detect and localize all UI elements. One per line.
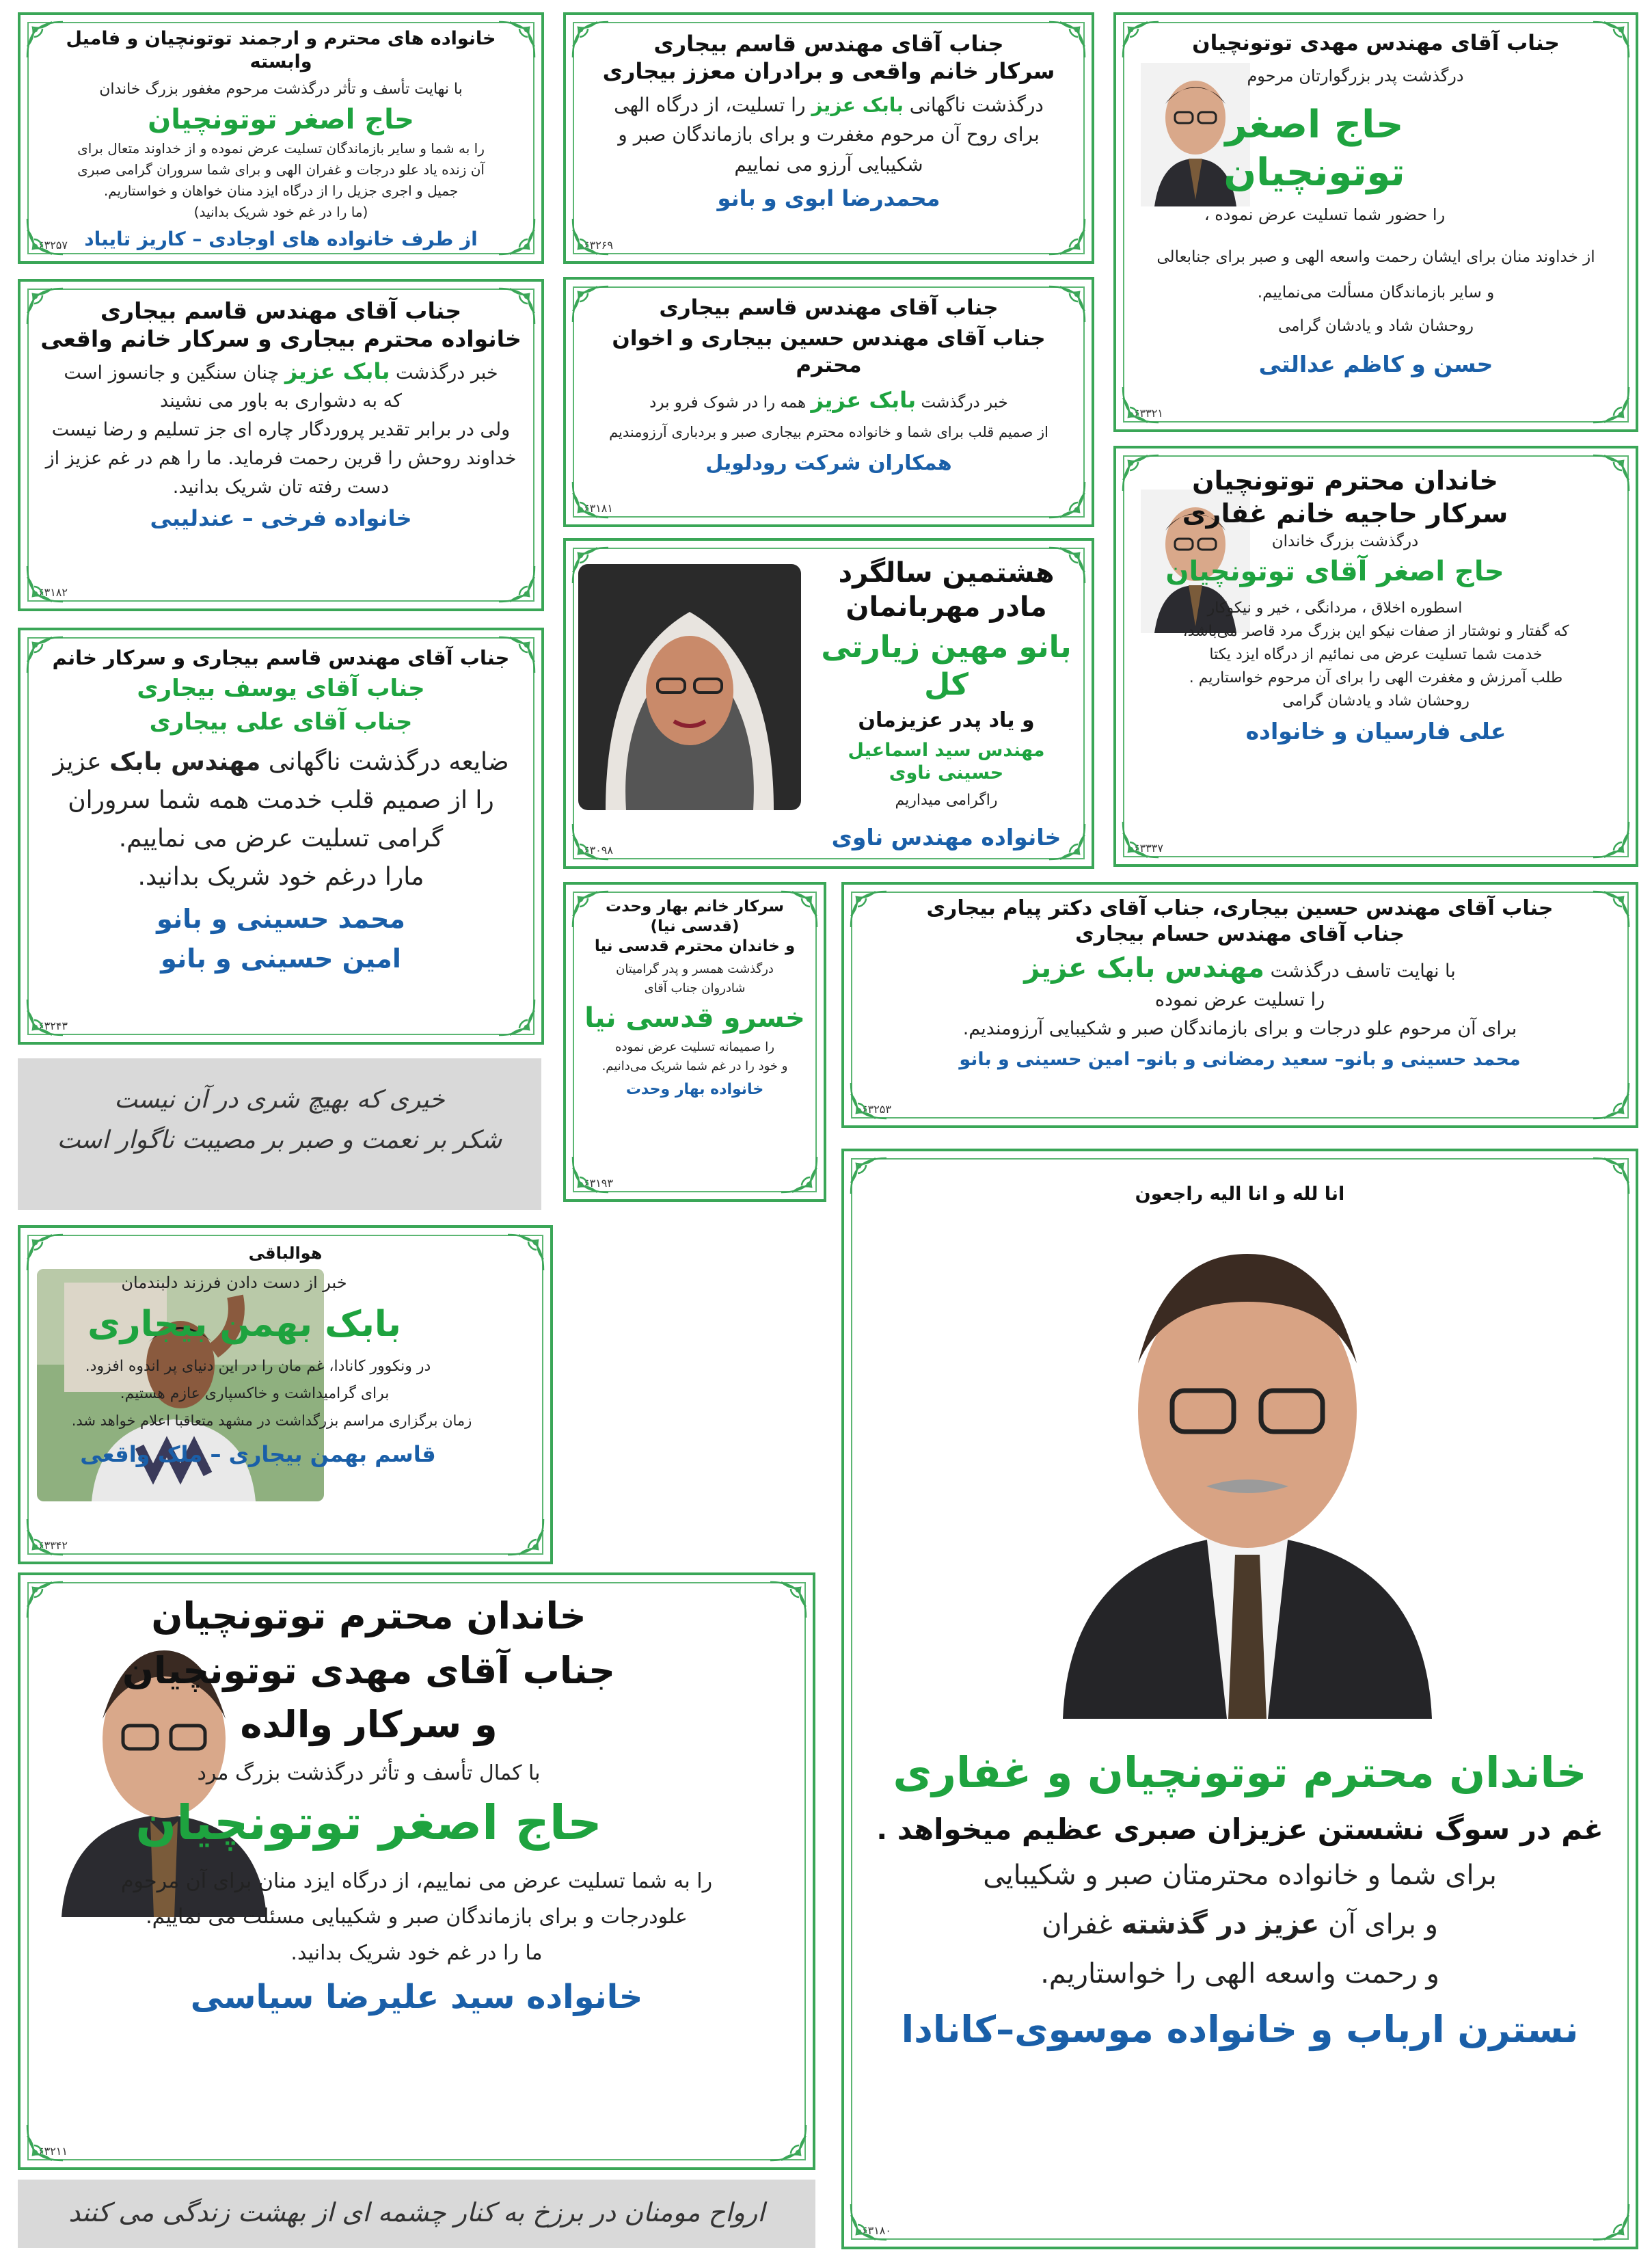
ad-title: خاندان محترم توتونچیان و غفاری — [893, 1748, 1587, 1797]
ad-line: که گفتار و نوشتار از صفات نیکو این بزرگ مرد قاصر می‌باشد، — [1182, 622, 1569, 640]
ad-line: ولی در برابر تقدیر پروردگار چاره ای جز تسلیم و رضا نیست — [51, 419, 511, 441]
ad-line: اسطوره اخلاق ، مردانگی ، خیر و نیکوکار — [1207, 599, 1463, 617]
signer: خانواده فرخی – عندلیبی — [150, 505, 412, 531]
ad-code: ۶۳۱۹۳ — [584, 1177, 613, 1190]
ad-code: ۶۳۱۸۰ — [862, 2224, 891, 2237]
ad-title: (قدسی نیا) — [650, 917, 740, 935]
ad-line: غم در سوگ نشستن عزیزان صبری عظیم میخواهد . — [876, 1812, 1603, 1846]
deceased-name: حاج اصغر توتونچیان — [1223, 102, 1405, 195]
ad-line: و برای آن عزیز در گذشته غفران — [1042, 1909, 1438, 1940]
ad-title: سرکار حاجیه خانم غفاری — [1182, 498, 1508, 528]
ad-line: آن زنده یاد علو درجات و غفران الهی و برای شما سروران گرامی صبری — [77, 161, 485, 178]
ad-line: برای آن مرحوم علو درجات و برای بازماندگان صبر و شکیبایی آرزومندیم. — [962, 1017, 1517, 1039]
ad-bijari-hosseini — [18, 628, 544, 1045]
ad-line: را صمیمانه تسلیت عرض نموده — [615, 1040, 774, 1055]
signer: همکاران شرکت رودلویل — [705, 451, 952, 476]
ad-line: خبر درگذشت بابک عزیز چنان سنگین و جانسوز است — [64, 358, 498, 384]
ad-title: و خاندان محترم قدسی نیا — [594, 937, 796, 955]
ad-line: مارا درغم خود شریک بدانید. — [137, 862, 424, 891]
ad-title: خاندان محترم توتونچیان — [1192, 466, 1498, 496]
ad-tootoonchian-farsian — [1113, 446, 1638, 867]
signer: از طرف خانواده های اوجادی – کاریز تایباد — [84, 227, 478, 250]
ad-bijari-farrokhi — [18, 279, 544, 611]
ad-line: زمان برگزاری مراسم بزرگداشت در مشهد متعاقبا اعلام خواهد شد. — [71, 1412, 472, 1430]
ad-code: ۶۳۱۸۱ — [584, 502, 613, 515]
ad-code: ۶۳۱۸۲ — [38, 586, 68, 599]
ad-line: و رحمت واسعه الهی را خواستاریم. — [1040, 1958, 1439, 1990]
ad-title: جناب آقای یوسف بیجاری — [137, 675, 425, 703]
ad-title: خانواده های محترم و ارجمند توتونچیان و فامیل وابسته — [66, 28, 496, 72]
quote-line: شکر بر نعمت و صبر بر مصیبت ناگوار است — [57, 1126, 502, 1154]
ad-anniversary-navi — [563, 538, 1094, 869]
ad-line: گرامی تسلیت عرض می نماییم. — [118, 824, 444, 853]
signer: خانواده سید علیرضا سیاسی — [190, 1978, 643, 2016]
ad-bijari-group — [841, 882, 1638, 1128]
signer: علی فارسیان و خانواده — [1245, 718, 1506, 745]
ad-title: مادر مهربانمان — [845, 591, 1047, 623]
ad-line: برای گرامیداشت و خاکسپاری عازم هستیم. — [120, 1385, 390, 1403]
ad-line: روحشان شاد و یادشان گرامی — [1277, 317, 1474, 336]
ad-title: جناب آقای مهندس قاسم بیجاری — [659, 295, 999, 320]
ad-title: خانواده محترم بیجاری و سرکار خانم واقعی — [40, 325, 522, 353]
ad-code: ۶۳۳۲۱ — [1134, 407, 1163, 420]
ad-line: شادروان جناب آقای — [644, 981, 746, 996]
ad-line: ضایعه درگذشت ناگهانی مهندس بابک عزیز — [53, 748, 509, 777]
ad-bijari-rodlevil — [563, 277, 1094, 527]
ad-title: و سرکار والده — [240, 1703, 498, 1746]
ad-line: را به شما و سایر بازماندگان تسلیت عرض نموده و از خداوند متعال برای — [77, 139, 485, 157]
signer: قاسم بهمن بیجاری – ملک واقعی — [80, 1441, 436, 1467]
ad-code: ۶۳۰۹۸ — [584, 844, 613, 857]
ad-line: ما را در غم خود شریک بدانید. — [290, 1940, 543, 1965]
ad-ghodsinia — [563, 882, 826, 1202]
portrait-photo — [1056, 1227, 1439, 1719]
ad-title: جناب آقای مهندس حسام بیجاری — [1075, 922, 1405, 946]
ad-line: را حضور شما تسلیت عرض نموده ، — [1204, 204, 1446, 224]
ad-code: ۶۳۲۶۹ — [584, 239, 613, 252]
ad-title: جناب آقای مهندس مهدی توتونچیان — [1192, 31, 1560, 55]
signer: حسن و کاظم عدالتی — [1258, 351, 1493, 378]
ad-line: را از صمیم قلب خدمت همه شما سروران — [68, 786, 494, 815]
ad-title: جناب آقای مهندس قاسم بیجاری — [653, 31, 1004, 57]
ad-line: جمیل و اجری جزیل را از درگاه ایزد منان خواهان و خواستاریم. — [103, 182, 459, 199]
ad-code: ۶۳۲۱۱ — [38, 2145, 68, 2158]
ad-tootoonchian-siasi — [18, 1572, 815, 2170]
ad-line: و خود را در غم شما شریک می‌دانیم. — [601, 1058, 788, 1073]
signer: محمد حسینی و بانو– سعید رمضانی و بانو– امین حسینی و بانو — [959, 1048, 1521, 1070]
ad-code: ۶۳۲۵۷ — [38, 239, 68, 252]
ad-tootoonchian-ghaffari-main — [841, 1149, 1638, 2249]
deceased-name: بابک بهمن بیجاری — [87, 1304, 401, 1345]
signer: امین حسینی و بانو — [161, 943, 401, 974]
ad-code: ۶۳۳۴۲ — [38, 1539, 68, 1552]
deceased-name: خسرو قدسی نیا — [584, 1002, 805, 1034]
quote-banner — [18, 1058, 541, 1210]
ad-line: در ونکوور کانادا، غم مان را در این دنیای پر اندوه افزود. — [85, 1358, 431, 1376]
ad-title: جناب آقای مهندس حسین بیجاری و اخوان محترم — [612, 325, 1046, 377]
portrait-photo — [578, 564, 801, 810]
deceased-name: حاج اصغر آقای توتونچیان — [1165, 555, 1504, 587]
ad-tootoonchian-oujadi — [18, 12, 544, 264]
quote-line: خیری که بهیچ شری در آن نیست — [114, 1086, 445, 1114]
ad-line: از خداوند منان برای ایشان رحمت واسعه الهی و صبر برای جنابعالی — [1156, 248, 1595, 267]
ad-title: سرکار خانم واقعی و برادران معزز بیجاری — [602, 58, 1055, 84]
deceased-name: بانو مهین زیارتی کل — [821, 630, 1072, 702]
ad-title: جناب آقای مهندس حسین بیجاری، جناب آقای دکتر پیام بیجاری — [926, 896, 1554, 920]
signer: محمدرضا ابوی و بانو — [717, 185, 940, 212]
ad-line: علودرجات و برای بازماندگان صبر و شکیبایی مسئلت می نماییم. — [146, 1905, 688, 1929]
ad-line: خبر درگذشت بابک عزیز همه را در شوک فرو برد — [649, 387, 1008, 414]
ad-line: با نهایت تاسف درگذشت مهندس بابک عزیز — [1024, 952, 1456, 984]
signer: محمد حسینی و بانو — [157, 904, 405, 935]
deceased-name: حاج اصغر توتونچیان — [148, 103, 414, 135]
ad-line: خدمت شما تسلیت عرض می نمائیم از درگاه ایزد یکتا — [1209, 645, 1543, 663]
ad-title: خاندان محترم توتونچیان — [151, 1594, 586, 1637]
ad-code: ۶۳۲۵۳ — [862, 1103, 891, 1116]
ad-line: با نهایت تأسف و تأثر درگذشت مرحوم مغفور بزرگ خاندان — [99, 80, 463, 98]
ad-title: هشتمین سالگرد — [838, 557, 1055, 589]
ad-title: سرکار خانم بهار وحدت — [605, 898, 785, 915]
ad-title: جناب آقای مهندس قاسم بیجاری و سرکار خانم — [52, 646, 510, 669]
ad-line: دست رفته تان شریک بدانید. — [172, 476, 390, 498]
ad-line: از صمیم قلب برای شما و خانواده محترم بیجاری صبر و بردباری آرزومندیم — [609, 423, 1048, 440]
ad-line: و سایر بازماندگان مسألت می‌نماییم. — [1257, 283, 1495, 302]
ad-line: که به دشواری به باور می نشیند — [160, 390, 402, 412]
ad-line: راگرامی میداریم — [895, 792, 998, 809]
ad-line: درگذشت پدر بزرگوارتان مرحوم — [1247, 66, 1464, 85]
ad-line: درگذشت همسر و پدر گرامیتان — [616, 962, 774, 977]
ad-line: برای شما و خانواده محترمتان صبر و شکیبایی — [983, 1860, 1497, 1891]
deceased-name: حاج اصغر توتونچیان — [135, 1795, 602, 1851]
signer: نسترن ارباب و خانواده موسوی–کانادا — [901, 2008, 1579, 2051]
ad-line: روحشان شاد و یادشان گرامی — [1282, 693, 1470, 710]
ad-tootoonchian-edalati — [1113, 12, 1638, 432]
ad-line: طلب آمرزش و مغفرت الهی را برای آن مرحوم خواستاریم . — [1189, 669, 1563, 686]
ad-line: خداوند روحش را قرین رحمت فرماید. ما را هم در غم عزیز از — [45, 448, 517, 470]
ad-line: درگذشت ناگهانی بابک عزیز را تسلیت، از درگاه الهی — [614, 94, 1044, 116]
ad-line: و یاد پدر عزیزمان — [858, 708, 1035, 732]
ad-code: ۶۳۲۴۳ — [38, 1019, 68, 1032]
ad-babak-bijari — [18, 1225, 553, 1564]
ad-bijari-abooi — [563, 12, 1094, 264]
ad-header: هوالباقی — [248, 1244, 323, 1263]
ad-line: درگذشت بزرگ خاندان — [1271, 533, 1419, 550]
quote-line: ارواح مومنان در برزخ به کنار چشمه ای از بهشت زندگی می کنند — [68, 2197, 765, 2227]
signer: خانواده مهندس ناوی — [831, 824, 1061, 851]
ad-title: جناب آقای مهندس قاسم بیجاری — [100, 297, 462, 324]
ad-header: انا لله و انا الیه راجعون — [1135, 1183, 1345, 1205]
deceased-name-2: مهندس سید اسماعیل حسینی ناوی — [848, 739, 1045, 784]
signer: خانواده بهار وحدت — [625, 1080, 764, 1098]
ad-line: را به شما تسلیت عرض می نماییم، از درگاه ایزد منان برای آن مرحوم — [120, 1869, 713, 1893]
ad-line: (ما را در غم خود شریک بدانید) — [193, 203, 368, 220]
ad-code: ۶۳۳۳۷ — [1134, 842, 1163, 855]
ad-line: با کمال تأسف و تأثر درگذشت بزرگ مرد — [197, 1760, 541, 1785]
ad-line: شکیبایی آرزو می نماییم — [734, 152, 923, 176]
ad-line: را تسلیت عرض نموده — [1154, 989, 1325, 1010]
ad-title: جناب آقای علی بیجاری — [149, 708, 413, 736]
ad-line: برای روح آن مرحوم مغفرت و برای بازماندگان صبر و — [618, 123, 1040, 146]
ad-line: خبر از دست دادن فرزند دلبندمان — [121, 1273, 347, 1292]
ad-title: جناب آقای مهدی توتونچیان — [122, 1648, 616, 1692]
quote-banner — [18, 2180, 815, 2248]
